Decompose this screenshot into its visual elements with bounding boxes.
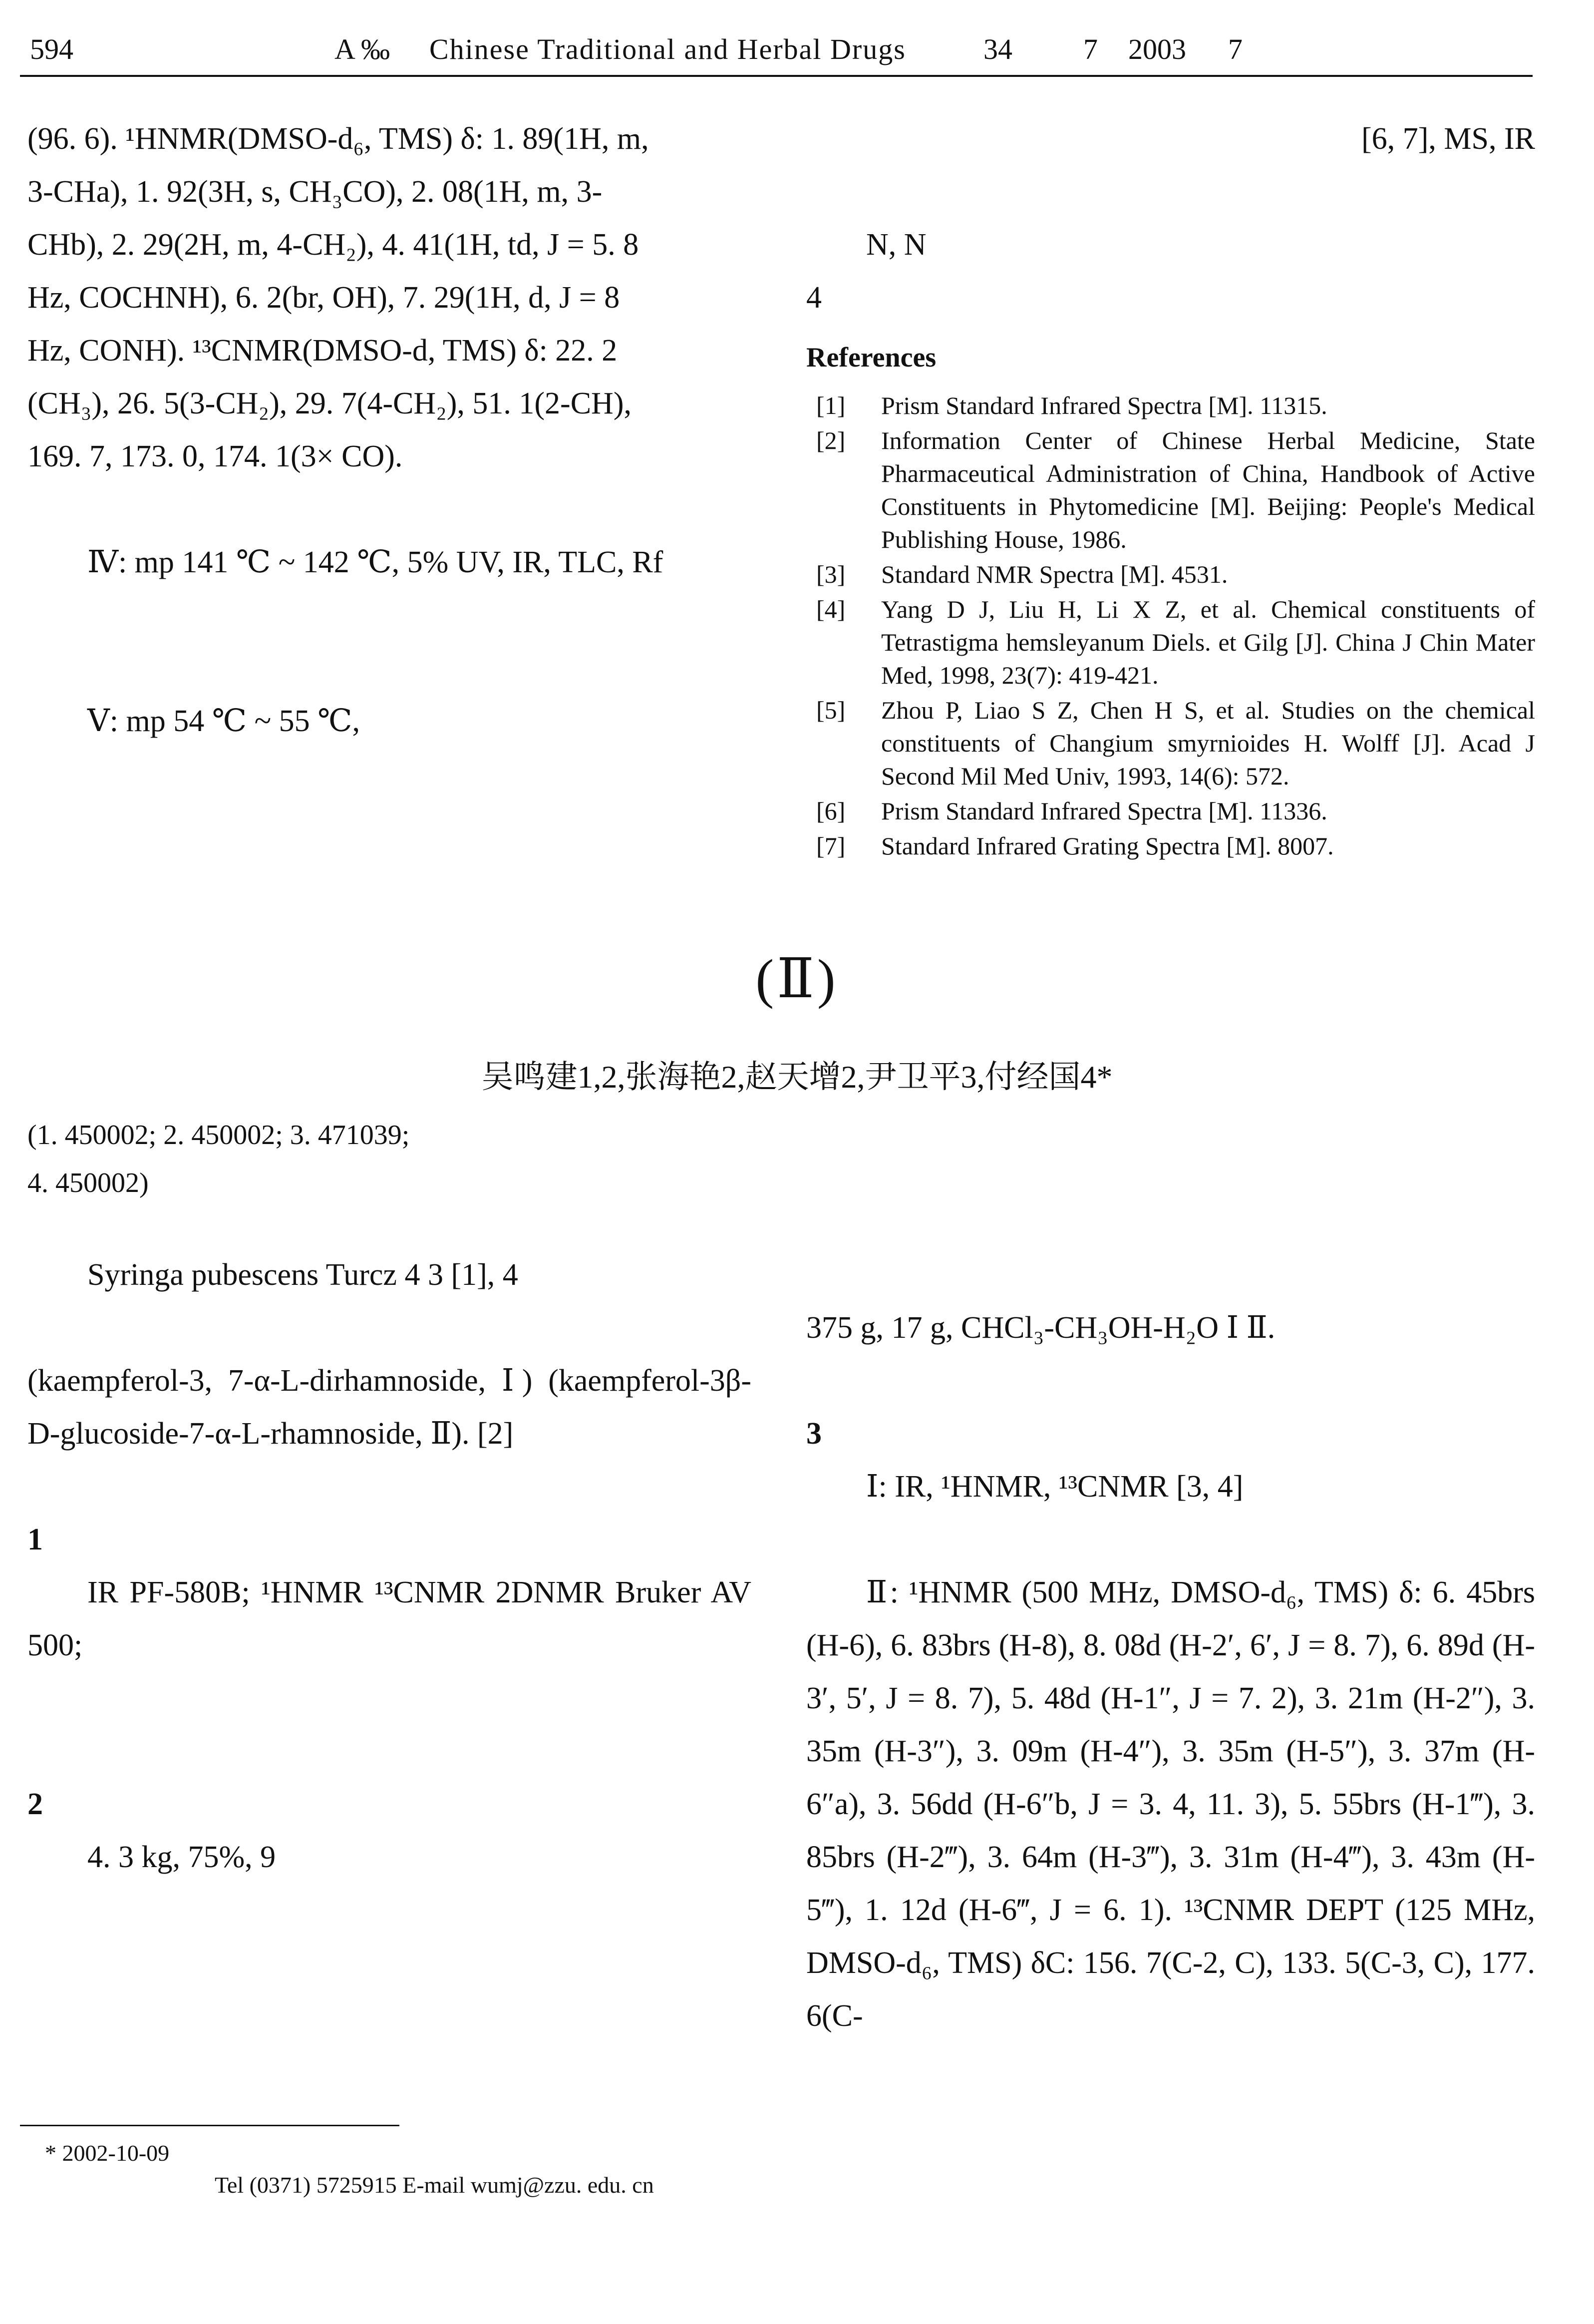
bottom-right-column [806,1248,1535,2042]
reference-item: [3] Standard NMR Spectra [M]. 4531. [816,560,1228,588]
author-list: 吴鸣建1,2,张海艳2,赵天增2,尹卫平3,付经国4* [481,1059,1113,1095]
section-heading-3: 3 [806,1417,822,1451]
nmr-line: 169. 7, 173. 0, 174. 1(3× CO). [27,439,403,473]
section-heading-2: 2 [27,1787,43,1821]
running-header [30,27,1533,72]
affiliations [27,1111,1565,1207]
instruments-paragraph: IR PF-580B; ¹HNMR ¹³CNMR 2DNMR Bruker AV 500; [27,1575,751,1662]
reference-item: [2] Information Center of Chinese Herbal Medicine, State Pharmaceutical Administration of China, Handbook of Active Constituents in Phytomedicine [M]. Beijing: People's Medical Publishing House, 1986. [816,426,1535,553]
compound-1-paragraph: Ⅰ: IR, ¹HNMR, ¹³CNMR [3, 4] [866,1470,1244,1504]
reference-item: [4] Yang D J, Liu H, Li X Z, et al. Chemical constituents of Tetrastigma hemsleyanum Diels. et Gilg [J]. China J Chin Mater Med, 1998, 23(7): 419-421. [816,595,1535,689]
intro-paragraph: Syringa pubescens Turcz 4 3 [1], 4 [87,1258,518,1292]
journal-mark: A ‰ [334,33,390,65]
affiliation-line: 4. 450002) [27,1167,149,1198]
journal-name: Chinese Traditional and Herbal Drugs [429,33,906,65]
compound-names-paragraph: (kaempferol-3, 7-α-L-dirhamnoside, Ⅰ) (kaempferol-3β-D-glucoside-7-α-L-rhamnoside, Ⅱ). [2] [27,1364,751,1451]
received-date: * 2002-10-09 [45,2140,170,2166]
footnote-rule [20,2125,399,2126]
journal-issue: 7 [1083,33,1098,65]
nmr-line: 3-CHa), 1. 92(3H, s, CH₃CO), 2. 08(1H, m, 3- [27,175,603,209]
section-heading-1: 1 [27,1523,43,1556]
journal-month: 7 [1228,33,1243,65]
reference-item: [6] Prism Standard Infrared Spectra [M]. 11336. [816,797,1327,825]
article-title-suffix: (Ⅱ) [755,948,839,1009]
journal-volume: 34 [983,33,1012,65]
nmr-line: Hz, CONH). ¹³CNMR(DMSO-d, TMS) δ: 22. 2 [27,334,618,368]
contact-info: Tel (0371) 5725915 E-mail wumj@zzu. edu. cn [215,2172,654,2198]
text-line: [6, 7], MS, IR [1361,122,1535,156]
text-line: N, N [866,228,927,262]
reference-item: [1] Prism Standard Infrared Spectra [M]. 11315. [816,391,1327,419]
header-rule [20,75,1533,77]
compound-4-paragraph: Ⅳ: mp 141 ℃ ~ 142 ℃, 5% UV, IR, TLC, Rf [87,545,663,579]
nmr-line: CHb), 2. 29(2H, m, 4-CH₂), 4. 41(1H, td, J = 5. 8 [27,228,639,262]
isolation-paragraph: 375 g, 17 g, CHCl₃-CH₃OH-H₂O Ⅰ Ⅱ. [806,1311,1275,1345]
bottom-left-column [27,1248,751,1884]
nmr-line: (CH₃), 26. 5(3-CH₂), 29. 7(4-CH₂), 51. 1(2-CH), [27,387,632,420]
nmr-line: (96. 6). ¹HNMR(DMSO-d₆, TMS) δ: 1. 89(1H, m, [27,122,649,156]
page-number: 594 [30,33,73,65]
top-left-column [27,112,751,748]
journal-year: 2003 [1128,33,1186,65]
reference-item: [5] Zhou P, Liao S Z, Chen H S, et al. Studies on the chemical constituents of Changium smyrnioides H. Wolff [J]. Acad J Second Mil Med Univ, 1993, 14(6): 572. [816,696,1535,790]
extraction-paragraph: 4. 3 kg, 75%, 9 [87,1840,276,1874]
compound-5-paragraph: Ⅴ: mp 54 ℃ ~ 55 ℃, [87,704,360,738]
compound-2-nmr-paragraph: Ⅱ: ¹HNMR (500 MHz, DMSO-d₆, TMS) δ: 6. 45brs (H-6), 6. 83brs (H-8), 8. 08d (H-2′, 6′, J = 8. 7), 6. 89d (H-3′, 5′, J = 8. 7), 5. 48d (H-1″, J = 7. 2), 3. 21m (H-2″), 3. 35m (H-3″), 3. 09m (H-4″), 3. 35m (H-5″), 3. 37m (H-6″a), 3. 56dd (H-6″b, J = 3. 4, 11. 3), 5. 55brs (H-1‴), 3. 85brs (H-2‴), 3. 64m (H-3‴), 3. 31m (H-4‴), 3. 43m (H-5‴), 1. 12d (H-6‴, J = 6. 1). ¹³CNMR DEPT (125 MHz, DMSO-d₆, TMS) δC: 156. 7(C-2, C), 133. 5(C-3, C), 177. 6(C- [806,1575,1535,2033]
footnote [45,2137,1543,2201]
top-right-column [806,112,1535,864]
nmr-line: Hz, COCHNH), 6. 2(br, OH), 7. 29(1H, d, J = 8 [27,281,620,315]
references-heading: References [806,342,937,373]
affiliation-line: (1. 450002; 2. 450002; 3. 471039; [27,1120,410,1151]
text-line: 4 [806,281,822,315]
reference-item: [7] Standard Infrared Grating Spectra [M]. 8007. [816,832,1334,860]
article-title [0,946,1594,1011]
